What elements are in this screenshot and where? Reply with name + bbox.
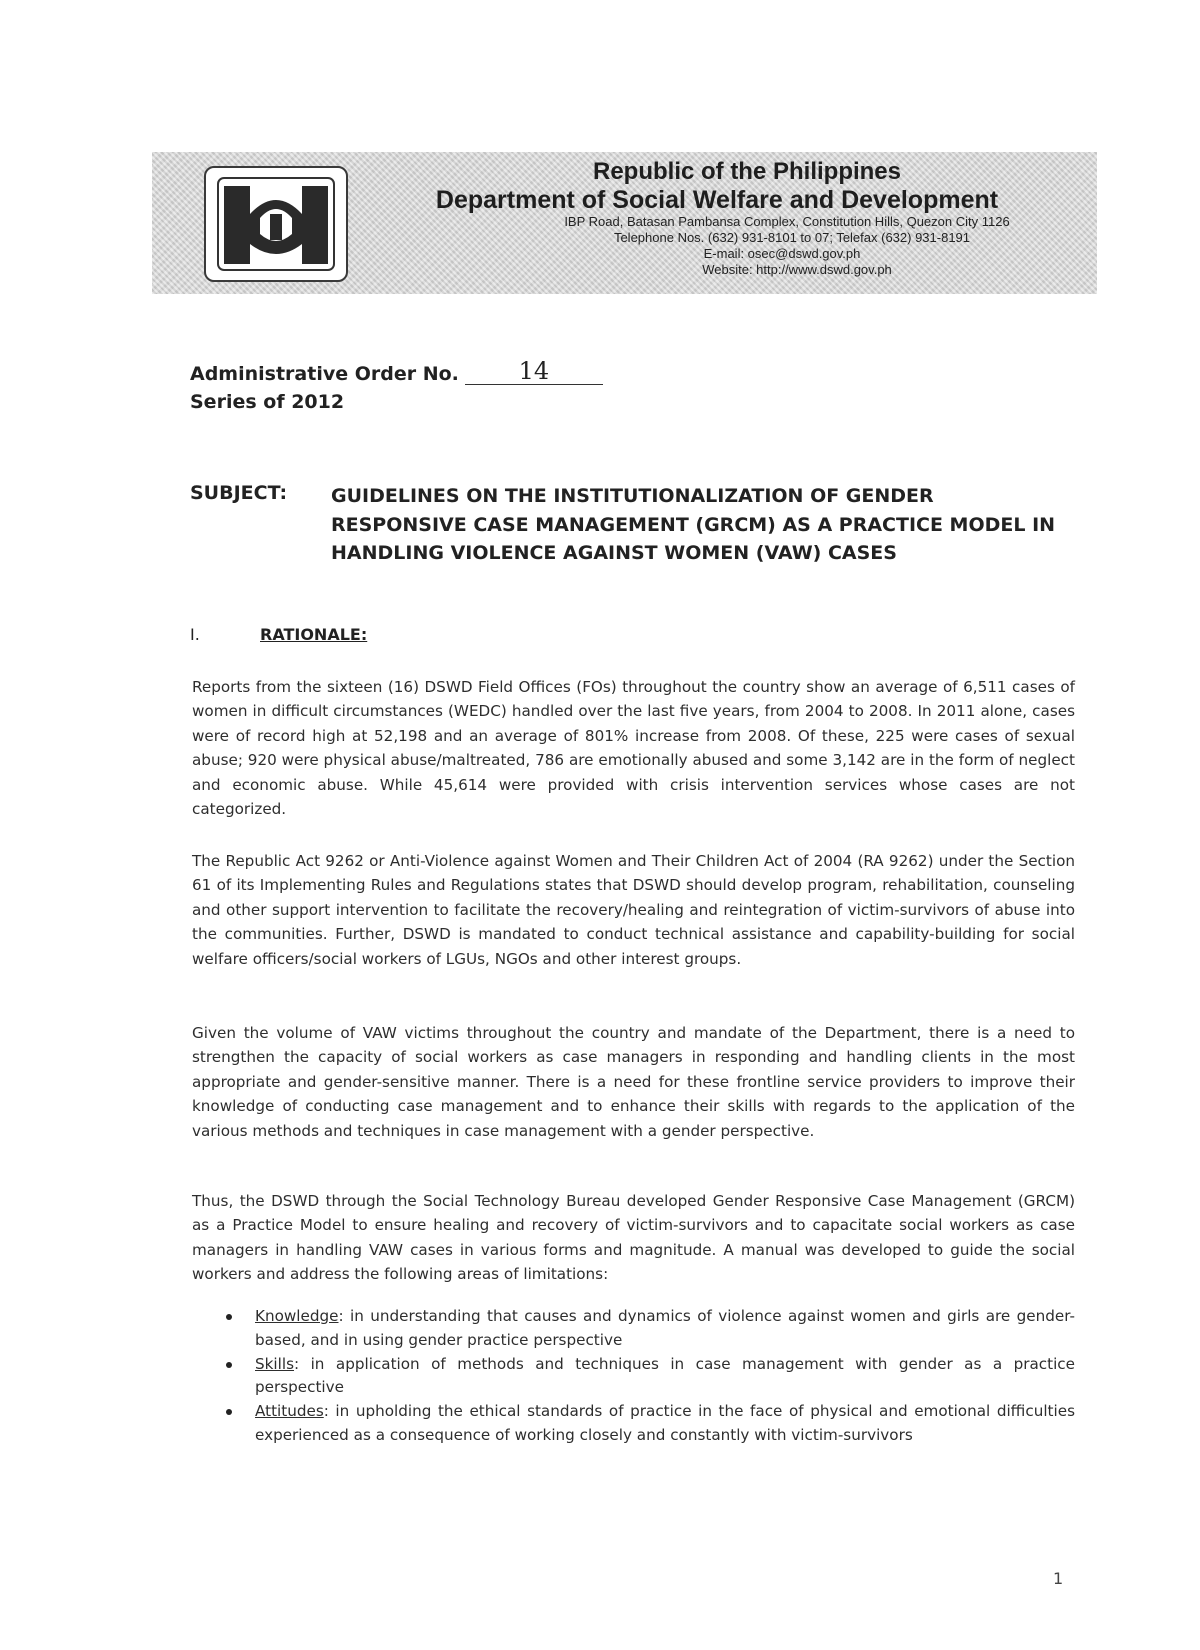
bullet-icon: [226, 1362, 232, 1368]
department-heading: Department of Social Welfare and Development: [435, 186, 999, 214]
telephone-line: Telephone Nos. (632) 931-8101 to 07; Telefax (632) 931-8191: [613, 230, 971, 245]
bullet-text: : in understanding that causes and dynamics of violence against women and girls are gender-based, and in using gender practice perspective: [255, 1307, 1075, 1349]
limitations-list: [222, 1305, 1075, 1448]
email-line: E-mail: osec@dswd.gov.ph: [703, 246, 861, 261]
order-label: Administrative Order No.: [190, 363, 459, 385]
republic-heading: Republic of the Philippines: [592, 158, 901, 185]
order-number-line: [190, 357, 603, 385]
bullet-term: Skills: [255, 1354, 295, 1373]
list-item: [222, 1353, 1075, 1401]
list-item: [222, 1305, 1075, 1353]
section-number: I.: [190, 625, 200, 644]
website-line: Website: http://www.dswd.gov.ph: [702, 262, 892, 277]
bullet-icon: [226, 1409, 232, 1415]
paragraph-3: Given the volume of VAW victims throughout the country and mandate of the Department, there is a need to strengthen the capacity of social workers as case managers in responding and handling clients in the most appropriate and gender-sensitive manner. There is a need for these frontline service providers to improve their knowledge of conducting case management and to enhance their skills with regards to the application of the various methods and techniques in case management with a gender perspective.: [192, 1024, 1075, 1140]
section-title: RATIONALE:: [260, 625, 368, 644]
bullet-text: : in application of methods and techniques in case management with gender as a practice perspective: [255, 1354, 1075, 1397]
bullet-term: Knowledge: [255, 1307, 339, 1325]
page-number: 1: [1053, 1569, 1064, 1588]
list-item: [222, 1400, 1075, 1448]
bullet-text: : in upholding the ethical standards of practice in the face of physical and emotional difficulties experienced as a consequence of working closely and constantly with victim-survivors: [255, 1402, 1075, 1444]
order-series: Series of 2012: [190, 391, 345, 413]
bullet-icon: [226, 1314, 232, 1320]
order-number: 14: [465, 358, 603, 385]
dswd-seal-icon: [204, 166, 348, 282]
paragraph-2: The Republic Act 9262 or Anti-Violence against Women and Their Children Act of 2004 (RA 9262) under the Section 61 of its Implementing Rules and Regulations states that DSWD should develop program, rehabilitation, counseling and other support intervention to facilitate the recovery/healing and reintegration of victim-survivors of abuse into the communities. Further, DSWD is mandated to conduct technical assistance and capability-building for social welfare officers/social workers of LGUs, NGOs and other interest groups.: [192, 852, 1075, 968]
order-block: [190, 357, 603, 413]
subject-label: SUBJECT:: [190, 482, 288, 504]
subject-text: GUIDELINES ON THE INSTITUTIONALIZATION OF GENDER RESPONSIVE CASE MANAGEMENT (GRCM) AS A PRACTICE MODEL IN HANDLING VIOLENCE AGAINST WOMEN (VAW) CASES: [331, 485, 1056, 564]
address-line: IBP Road, Batasan Pambansa Complex, Constitution Hills, Quezon City 1126: [564, 214, 1010, 229]
letterhead-text: [352, 158, 1082, 278]
bullet-term: Attitudes: [255, 1402, 324, 1421]
paragraph-4: Thus, the DSWD through the Social Technology Bureau developed Gender Responsive Case Management (GRCM) as a Practice Model to ensure healing and recovery of victim-survivors and to capacitate social workers as case managers in handling VAW cases in various forms and magnitude. A manual was developed to guide the social workers and address the following areas of limitations:: [192, 1192, 1075, 1284]
letterhead: [152, 152, 1097, 294]
paragraph-1: Reports from the sixteen (16) DSWD Field Offices (FOs) throughout the country show an average of 6,511 cases of women in difficult circumstances (WEDC) handled over the last five years, from 2004 to 2008. In 2011 alone, cases were of record high at 52,198 and an average of 801% increase from 2008. Of these, 225 were cases of sexual abuse; 920 were physical abuse/maltreated, 786 are emotionally abused and some 3,142 are in the form of neglect and economic abuse. While 45,614 were provided with crisis intervention services whose cases are not categorized.: [192, 678, 1075, 819]
